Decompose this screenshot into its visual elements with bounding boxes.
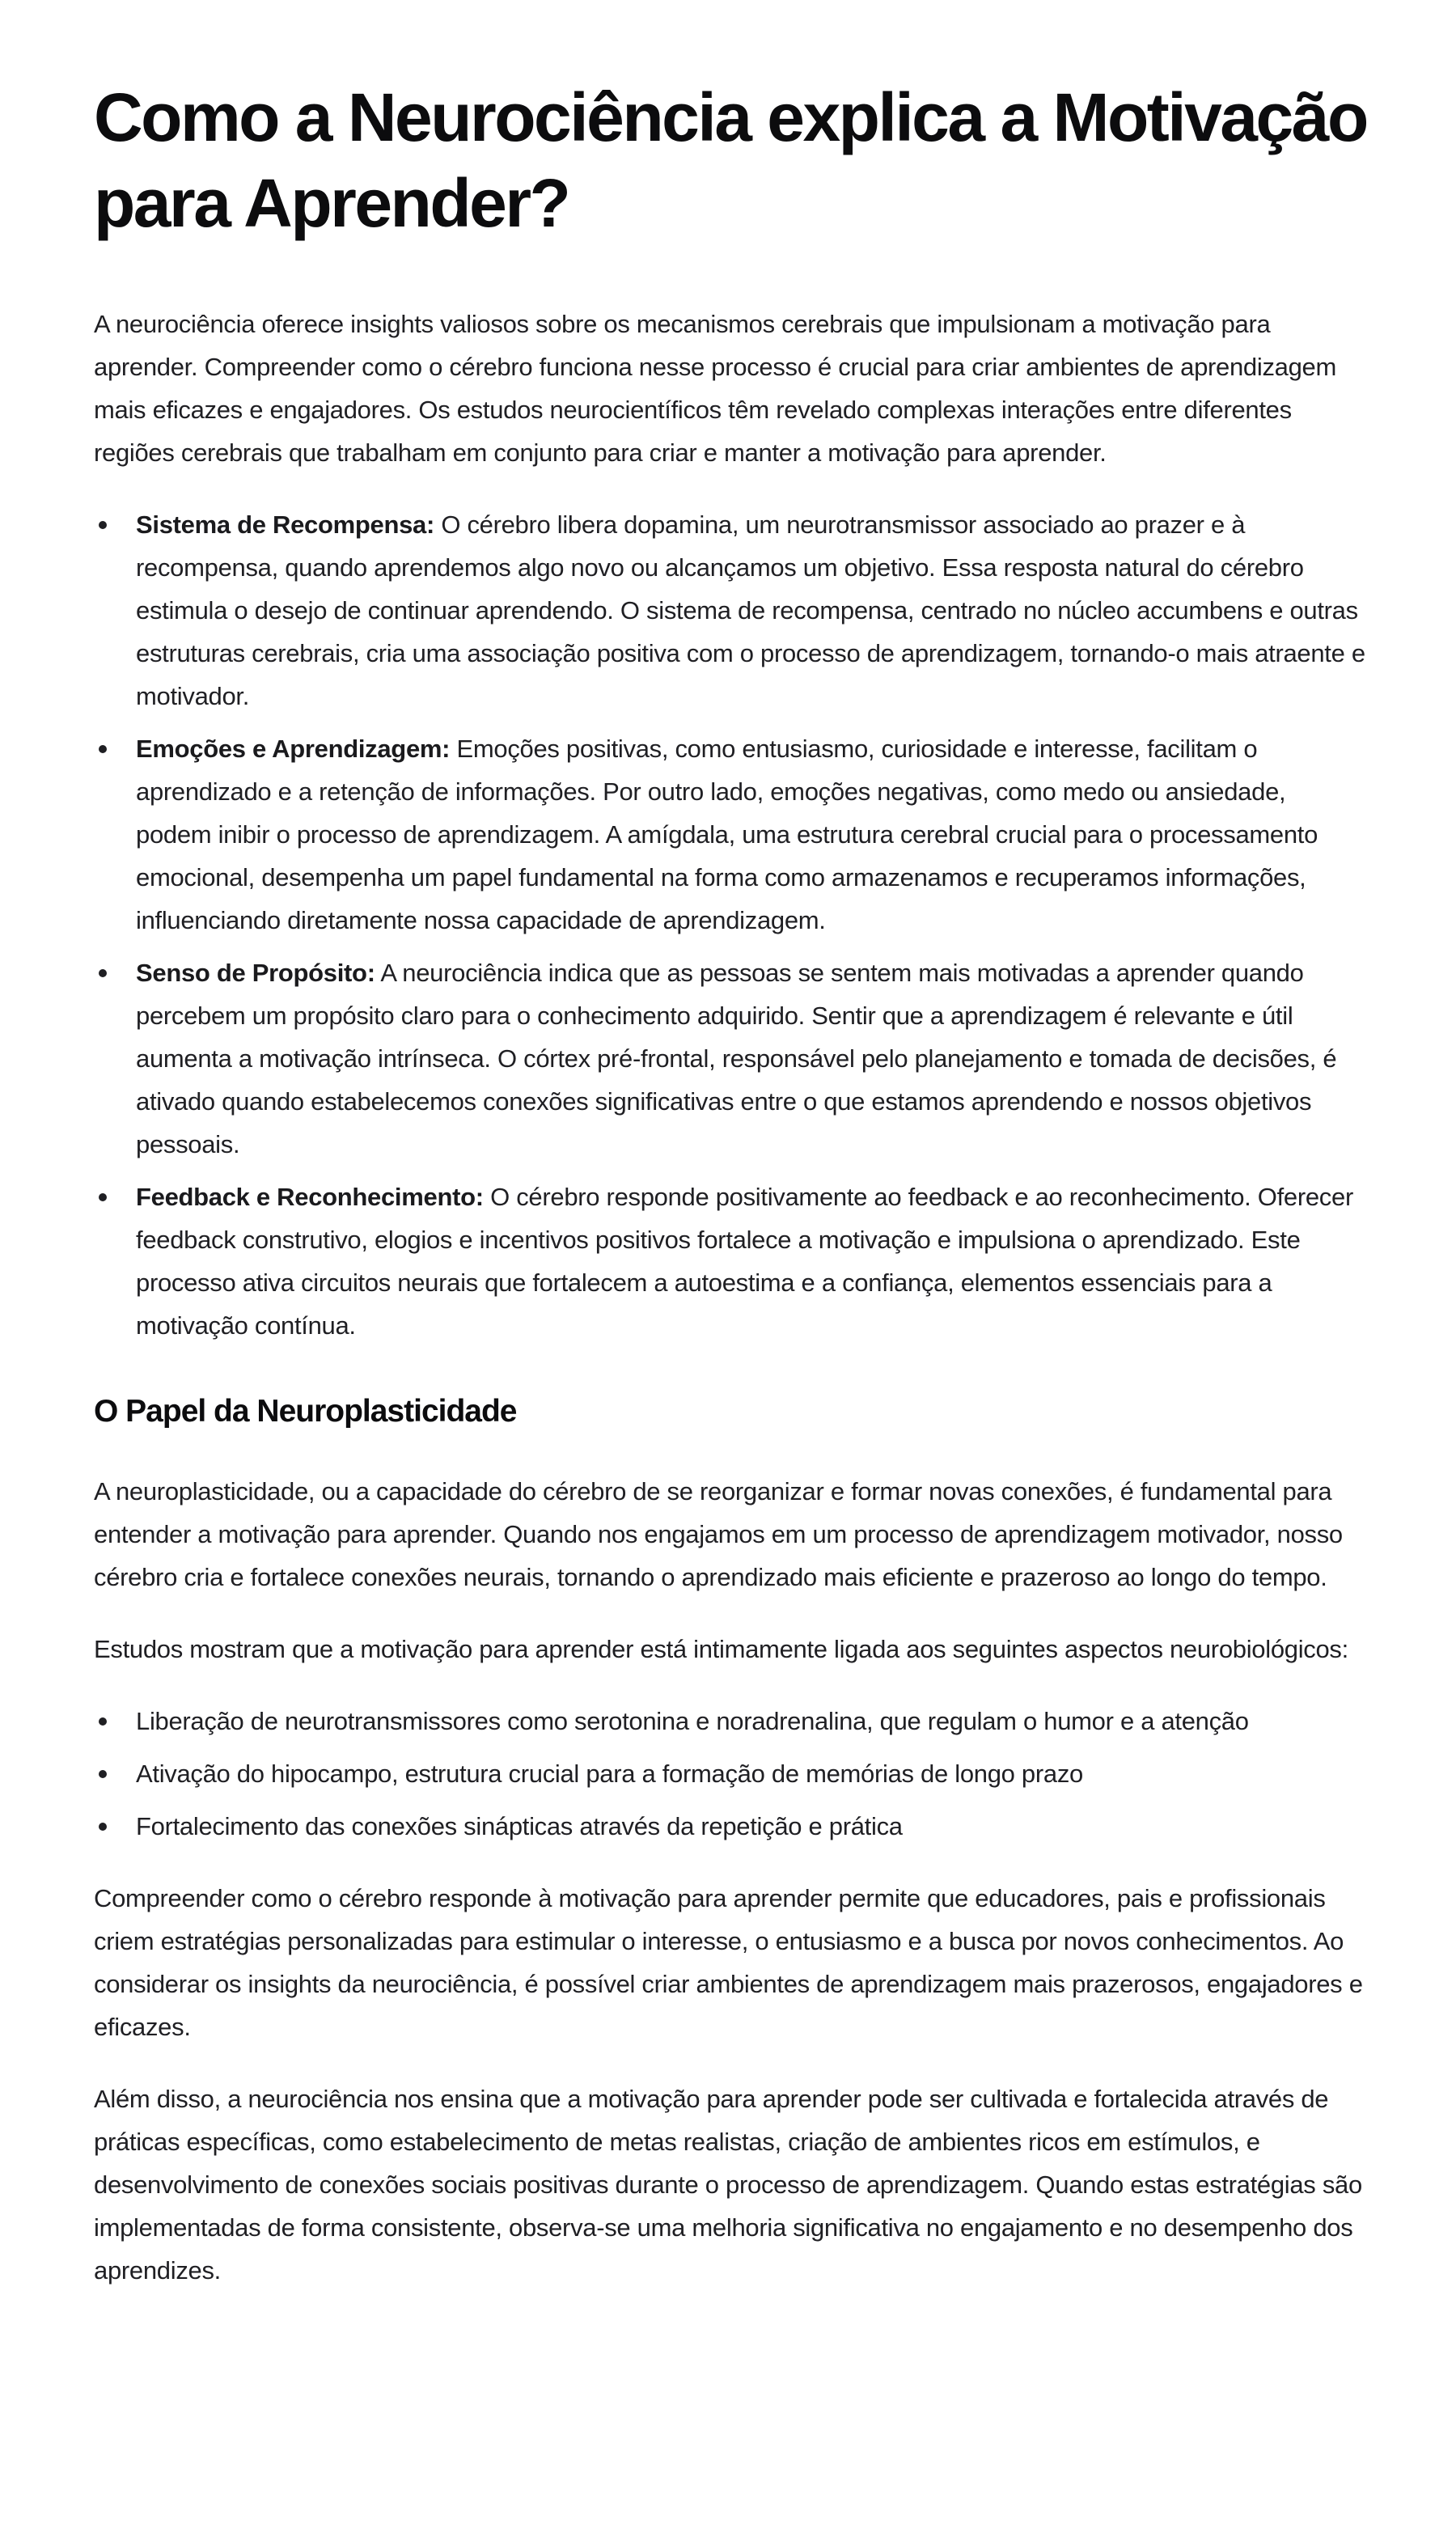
list-item: [136, 1175, 1367, 1347]
list-item: [136, 727, 1367, 942]
intro-paragraph: A neurociência oferece insights valiosos sobre os mecanismos cerebrais que impulsionam a motivação para aprender. Compreender como o cérebro funciona nesse processo é crucial para criar ambientes de aprendizagem mais eficazes e engajadores. Os estudos neurocientíficos têm revelado complexas interações entre diferentes regiões cerebrais que trabalham em conjunto para criar e manter a motivação para aprender.: [94, 310, 1336, 467]
aspects-list: [94, 1700, 1367, 1848]
list-item-term: Senso de Propósito:: [136, 959, 375, 987]
list-item: [136, 951, 1367, 1166]
list-item-term: Feedback e Reconhecimento:: [136, 1183, 484, 1211]
list-item-text: O cérebro responde positivamente ao feedback e ao reconhecimento. Oferecer feedback construtivo, elogios e incentivos positivos fortalece a motivação e impulsiona o aprendizado. Este processo ativa circuitos neurais que fortalecem a autoestima e a confiança, elementos essenciais para a motivação contínua.: [136, 1183, 1353, 1340]
list-item-term: Sistema de Recompensa:: [136, 510, 434, 539]
list-item: Fortalecimento das conexões sinápticas através da repetição e prática: [136, 1805, 1367, 1848]
neuroplasticity-paragraph: A neuroplasticidade, ou a capacidade do cérebro de se reorganizar e formar novas conexões, é fundamental para entender a motivação para aprender. Quando nos engajamos em um processo de aprendizagem motivador, nosso cérebro cria e fortalece conexões neurais, tornando o aprendizado mais eficiente e prazeroso ao longo do tempo.: [94, 1477, 1343, 1591]
studies-paragraph: Estudos mostram que a motivação para aprender está intimamente ligada aos seguintes aspectos neurobiológicos:: [94, 1635, 1348, 1663]
list-item-text: A neurociência indica que as pessoas se sentem mais motivadas a aprender quando percebem um propósito claro para o conhecimento adquirido. Sentir que a aprendizagem é relevante e útil aumenta a motivação intrínseca. O córtex pré-frontal, responsável pelo planejamento e tomada de decisões, é ativado quando estabelecemos conexões significativas entre o que estamos aprendendo e nossos objetivos pessoais.: [136, 959, 1337, 1158]
section-heading: O Papel da Neuroplasticidade: [94, 1394, 517, 1429]
list-item-term: Emoções e Aprendizagem:: [136, 735, 451, 763]
list-item: Liberação de neurotransmissores como serotonina e noradrenalina, que regulam o humor e a atenção: [136, 1700, 1367, 1743]
understanding-paragraph: Compreender como o cérebro responde à motivação para aprender permite que educadores, pais e profissionais criem estratégias personalizadas para estimular o interesse, o entusiasmo e a busca por novos conhecimentos. Ao considerar os insights da neurociência, é possível criar ambientes de aprendizagem mais prazerosos, engajadores e eficazes.: [94, 1884, 1363, 2041]
list-item: Ativação do hipocampo, estrutura crucial para a formação de memórias de longo prazo: [136, 1752, 1367, 1795]
key-points-list: [94, 503, 1367, 1347]
list-item-text: Emoções positivas, como entusiasmo, curiosidade e interesse, facilitam o aprendizado e a retenção de informações. Por outro lado, emoções negativas, como medo ou ansiedade, podem inibir o processo de aprendizagem. A amígdala, uma estrutura cerebral crucial para o processamento emocional, desempenha um papel fundamental na forma como armazenamos e recuperamos informações, influenciando diretamente nossa capacidade de aprendizagem.: [136, 735, 1318, 934]
list-item-text: O cérebro libera dopamina, um neurotransmissor associado ao prazer e à recompensa, quando aprendemos algo novo ou alcançamos um objetivo. Essa resposta natural do cérebro estimula o desejo de continuar aprendendo. O sistema de recompensa, centrado no núcleo accumbens e outras estruturas cerebrais, cria uma associação positiva com o processo de aprendizagem, tornando-o mais atraente e motivador.: [136, 510, 1365, 710]
list-item: [136, 503, 1367, 718]
page-title: Como a Neurociência explica a Motivação para Aprender?: [94, 79, 1367, 241]
conclusion-paragraph: Além disso, a neurociência nos ensina que a motivação para aprender pode ser cultivada e fortalecida através de práticas específicas, como estabelecimento de metas realistas, criação de ambientes ricos em estímulos, e desenvolvimento de conexões sociais positivas durante o processo de aprendizagem. Quando estas estratégias são implementadas de forma consistente, observa-se uma melhoria significativa no engajamento e no desempenho dos aprendizes.: [94, 2085, 1362, 2285]
